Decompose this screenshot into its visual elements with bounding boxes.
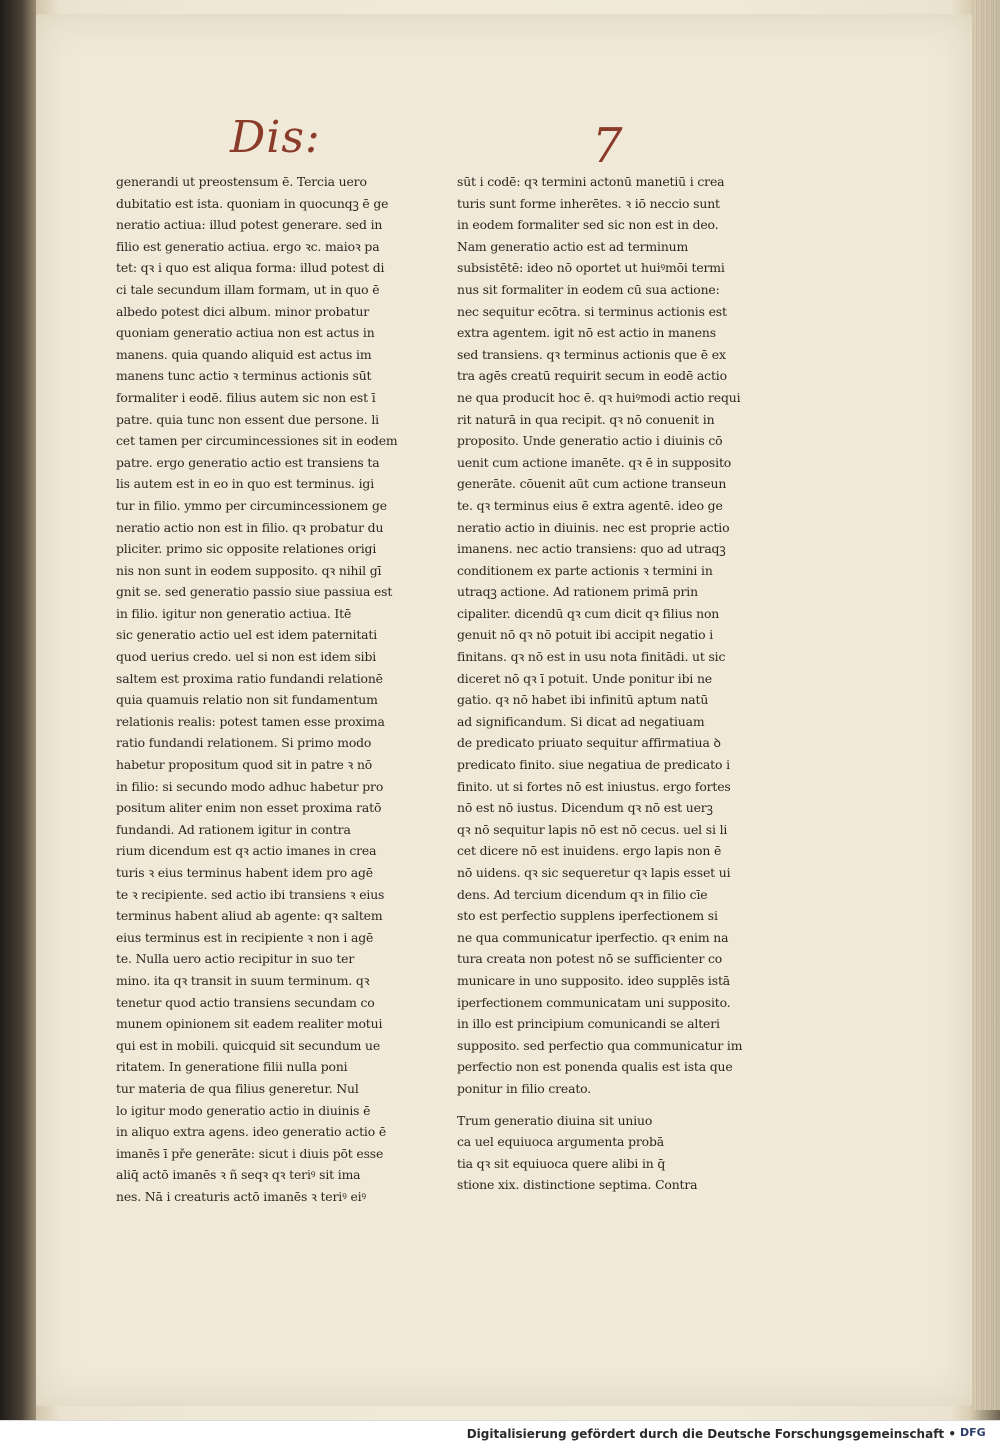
text-line: neratio actio in diuinis. nec est proprie actio: [457, 519, 730, 535]
text-line: nō est nō iustus. Dicendum qꝛ nō est uerꝫ: [457, 800, 713, 816]
text-line: terminus habent aliud ab agente: qꝛ saltem: [116, 908, 383, 924]
text-line: turis ꝛ eius terminus habent idem pro agē: [116, 865, 373, 880]
page-stack-edge: [972, 0, 1000, 1410]
text-line: conditionem ex parte actionis ꝛ termini in: [457, 562, 713, 578]
text-line: dens. Ad tercium dicendum qꝛ in filio cīe: [457, 886, 708, 902]
text-line: de predicato priuato sequitur affirmatiua ꝺ: [457, 735, 721, 751]
text-line: gatio. qꝛ nō habet ibi infinitū aptum natū: [457, 692, 709, 708]
text-line: sūt i codē: qꝛ termini actonū manetiū i crea: [457, 174, 725, 189]
text-line: lo igitur modo generatio actio in diuinis ē: [116, 1102, 371, 1118]
text-line: genuit nō qꝛ nō potuit ibi accipit negatio i: [457, 627, 714, 643]
text-line: ad significandum. Si dicat ad negatiuam: [457, 713, 705, 729]
text-line: formaliter i eodē. filius autem sic non est ī: [116, 389, 376, 405]
text-line: finitans. qꝛ nō est in usu nota finitādi. ut sic: [457, 649, 726, 665]
text-line: cet tamen per circumincessiones sit in eodem: [116, 433, 398, 449]
text-line: dubitatio est ista. quoniam in quocunqꝫ ē ge: [116, 195, 389, 211]
text-line: pliciter. primo sic opposite relationes origi: [116, 541, 377, 557]
text-line: sed transiens. qꝛ terminus actionis que ē ex: [457, 346, 726, 362]
text-line: patre. ergo generatio actio est transiens ta: [116, 454, 380, 470]
text-line: tenetur quod actio transiens secundam co: [116, 994, 375, 1010]
text-line: ratio fundandi relationem. Si primo modo: [116, 735, 372, 751]
text-line: tura creata non potest nō se sufficienter co: [457, 951, 723, 967]
text-line: cipaliter. dicendū qꝛ cum dicit qꝛ filius non: [457, 605, 720, 621]
text-line: neratio actiua: illud potest generare. sed in: [116, 217, 383, 233]
text-line: aliq̄ actō imanēs ꝛ ñ seqꝛ qꝛ teriꝰ sit ima: [116, 1167, 361, 1183]
text-line: te. Nulla uero actio recipitur in suo ter: [116, 951, 355, 967]
text-line: tur in filio. ymmo per circumincessionem ge: [116, 497, 387, 513]
text-line: utraqꝫ actione. Ad rationem primā prin: [457, 584, 698, 600]
text-line: finito. ut si fortes nō est iniustus. ergo fortes: [457, 778, 731, 794]
text-line: tia qꝛ sit equiuoca quere alibi in q̄: [457, 1155, 666, 1171]
text-line: qui est in mobili. quicquid sit secundum ue: [116, 1037, 381, 1053]
text-line: cet dicere nō est inuidens. ergo lapis non ē: [457, 843, 722, 859]
text-line: predicato finito. siue negatiua de predicato i: [457, 757, 730, 773]
text-line: saltem est proxima ratio fundandi relationē: [116, 670, 383, 686]
text-line: proposito. Unde generatio actio i diuinis cō: [457, 433, 723, 449]
text-line: rium dicendum est qꝛ actio imanes in crea: [116, 843, 377, 859]
text-line: te. qꝛ terminus eius ē extra agentē. ideo ge: [457, 497, 723, 513]
text-line: iperfectionem communicatam uni supposito.: [457, 994, 731, 1010]
text-line: sto est perfectio supplens iperfectionem si: [457, 908, 718, 924]
text-line: stione xix. distinctione septima. Contra: [457, 1177, 698, 1193]
digitization-footer: [0, 1420, 1000, 1449]
text-line: neratio actio non est in filio. qꝛ probatur du: [116, 519, 384, 535]
right-text-column: [457, 171, 742, 1196]
text-line: quod uerius credo. uel si non est idem sibi: [116, 649, 377, 665]
text-line: qꝛ nō sequitur lapis nō est nō cecus. uel si li: [457, 821, 728, 837]
text-line: in filio: si secundo modo adhuc habetur pro: [116, 778, 384, 794]
text-line: Nam generatio actio est ad terminum: [457, 238, 689, 254]
text-line: Trum generatio diuina sit uniuo: [457, 1112, 653, 1128]
handwritten-margin-note: Dis:: [230, 112, 321, 163]
text-line: imanens. nec actio transiens: quo ad utraqꝫ: [457, 541, 726, 557]
text-line: positum aliter enim non esset proxima ratō: [116, 800, 382, 816]
text-line: ne qua producit hoc ē. qꝛ huiꝰmodi actio requi: [457, 389, 741, 405]
text-line: tet: qꝛ i quo est aliqua forma: illud potest di: [116, 260, 385, 276]
text-line: rit naturā in qua recipit. qꝛ nō conuenit in: [457, 411, 715, 427]
text-line: te ꝛ recipiente. sed actio ibi transiens ꝛ eius: [116, 886, 385, 902]
book-spine-edge: [0, 0, 36, 1420]
chapter-gap: [457, 1100, 742, 1110]
text-line: eius terminus est in recipiente ꝛ non i agē: [116, 929, 374, 945]
text-line: quia quamuis relatio non sit fundamentum: [116, 692, 378, 708]
text-line: perfectio non est ponenda qualis est ista que: [457, 1059, 733, 1075]
text-line: nec sequitur ecōtra. si terminus actionis est: [457, 303, 727, 319]
text-line: ritatem. In generatione filii nulla poni: [116, 1059, 348, 1075]
text-line: turis sunt forme inherētes. ꝛ iō neccio sunt: [457, 195, 720, 211]
text-line: in eodem formaliter sed sic non est in deo.: [457, 217, 719, 233]
funding-credit: Digitalisierung gefördert durch die Deutsche Forschungsgemeinschaft •: [466, 1427, 956, 1441]
text-line: munem opinionem sit eadem realiter motui: [116, 1016, 383, 1032]
text-line: manens. quia quando aliquid est actus im: [116, 346, 372, 362]
text-line: uenit cum actione imanēte. qꝛ ē in supposito: [457, 454, 732, 470]
text-line: tur materia de qua filius generetur. Nul: [116, 1080, 359, 1096]
text-line: nō uidens. qꝛ sic sequeretur qꝛ lapis esset ui: [457, 865, 731, 880]
text-line: subsistētē: ideo nō oportet ut huiꝰmōi termi: [457, 260, 725, 276]
text-line: manens tunc actio ꝛ terminus actionis sūt: [116, 368, 372, 384]
text-line: habetur propositum quod sit in patre ꝛ nō: [116, 757, 373, 773]
text-line: nes. Nā i creaturis actō imanēs ꝛ teriꝰ eiꝰ: [116, 1188, 367, 1204]
text-line: imanēs ī pře generāte: sicut i diuis pōt esse: [116, 1145, 384, 1161]
text-line: in illo est principium comunicandi se alteri: [457, 1016, 720, 1032]
text-line: nus sit formaliter in eodem cū sua actione:: [457, 281, 720, 297]
text-line: fundandi. Ad rationem igitur in contra: [116, 821, 351, 837]
text-line: nis non sunt in eodem supposito. qꝛ nihil gī: [116, 562, 382, 578]
text-line: mino. ita qꝛ transit in suum terminum. qꝛ: [116, 972, 370, 988]
text-line: ponitur in filio creato.: [457, 1080, 592, 1096]
text-line: tra agēs creatū requirit secum in eodē actio: [457, 368, 727, 384]
text-line: albedo potest dici album. minor probatur: [116, 303, 370, 319]
text-line: supposito. sed perfectio qua communicatur im: [457, 1037, 743, 1053]
text-line: generandi ut preostensum ē. Tercia uero: [116, 174, 367, 189]
text-line: sic generatio actio uel est idem paternitati: [116, 627, 378, 643]
text-line: quoniam generatio actiua non est actus in: [116, 325, 375, 341]
text-line: ci tale secundum illam formam, ut in quo ē: [116, 281, 380, 297]
text-line: lis autem est in eo in quo est terminus. igi: [116, 476, 375, 492]
text-line: patre. quia tunc non essent due persone. li: [116, 411, 379, 427]
text-line: in aliquo extra agens. ideo generatio actio ē: [116, 1124, 387, 1140]
text-line: ne qua communicatur iperfectio. qꝛ enim na: [457, 929, 729, 945]
text-line: filio est generatio actiua. ergo ꝛc. maioꝛ pa: [116, 238, 380, 254]
text-line: municare in uno supposito. ideo supplēs istā: [457, 972, 731, 988]
text-line: ca uel equiuoca argumenta probā: [457, 1134, 664, 1150]
text-line: extra agentem. igit nō est actio in manens: [457, 325, 716, 341]
handwritten-folio-number: 7: [592, 118, 623, 174]
text-line: gnit se. sed generatio passio siue passiua est: [116, 584, 393, 600]
text-line: generāte. cōuenit aūt cum actione transeun: [457, 476, 727, 492]
text-line: in filio. igitur non generatio actiua. Itē: [116, 605, 352, 621]
text-line: diceret nō qꝛ ī potuit. Unde ponitur ibi ne: [457, 670, 712, 686]
dfg-logo-icon: DFG: [960, 1426, 986, 1439]
text-line: relationis realis: potest tamen esse proxima: [116, 713, 385, 729]
left-text-column: [116, 171, 401, 1208]
